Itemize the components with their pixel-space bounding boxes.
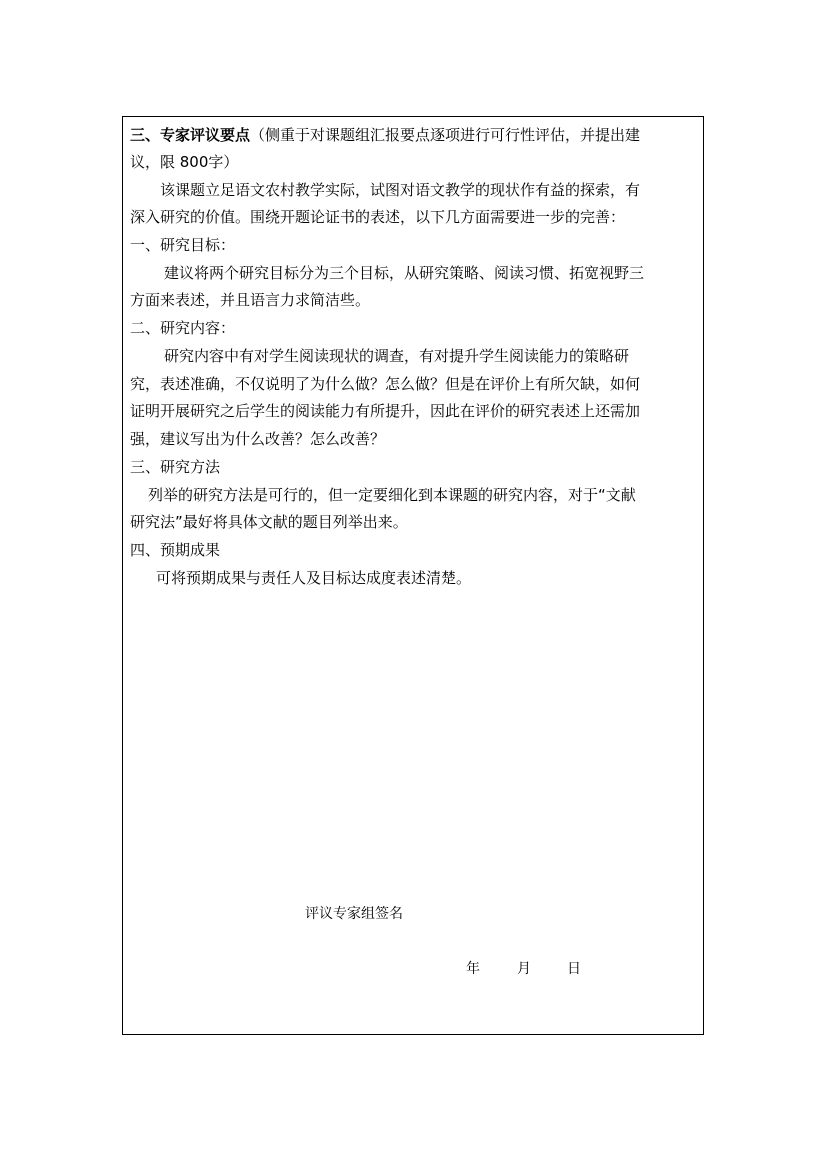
item-content-line-2: 究，表述准确，不仅说明了为什么做？怎么做？但是在评价上有所欠缺，如何	[130, 375, 641, 393]
item-title-methods: 三、研究方法	[130, 458, 221, 476]
item-content-line-4: 强，建议写出为什么改善？怎么改善？	[130, 430, 386, 448]
item-goals-line-2: 方面来表述，并且语言力求简洁些。	[130, 291, 371, 309]
date-year-label: 年	[466, 961, 480, 977]
section-heading-note-line2: 议，限 800字）	[130, 153, 239, 171]
item-title-content: 二、研究内容：	[130, 319, 236, 337]
item-outcomes-line-1: 可将预期成果与责任人及目标达成度表述清楚。	[156, 569, 472, 587]
item-methods-line-1: 列举的研究方法是可行的，但一定要细化到本课题的研究内容，对于“文献	[148, 486, 636, 504]
intro-line-2: 深入研究的价值。围绕开题论证书的表述，以下几方面需要进一步的完善：	[130, 208, 626, 226]
date-month-label: 月	[517, 961, 531, 977]
item-title-goals: 一、研究目标：	[130, 236, 236, 254]
item-title-outcomes: 四、预期成果	[130, 541, 221, 559]
date-day-label: 日	[567, 961, 581, 977]
section-heading-note: （侧重于对课题组汇报要点逐项进行可行性评估，并提出建	[250, 126, 641, 144]
intro-line-1: 该课题立足语文农村教学实际，试图对语文教学的现状作有益的探索，有	[160, 181, 641, 199]
item-goals-line-1: 建议将两个研究目标分为三个目标，从研究策略、阅读习惯、拓宽视野三	[164, 264, 645, 282]
signature-label: 评议专家组签名	[305, 906, 403, 922]
section-heading-title: 三、专家评议要点	[130, 126, 251, 144]
section-heading	[130, 126, 700, 144]
item-content-line-1: 研究内容中有对学生阅读现状的调查，有对提升学生阅读能力的策略研	[164, 347, 630, 365]
item-content-line-3: 证明开展研究之后学生的阅读能力有所提升，因此在评价的研究表述上还需加	[130, 402, 641, 420]
item-methods-line-2: 研究法”最好将具体文献的题目列举出来。	[130, 513, 408, 531]
